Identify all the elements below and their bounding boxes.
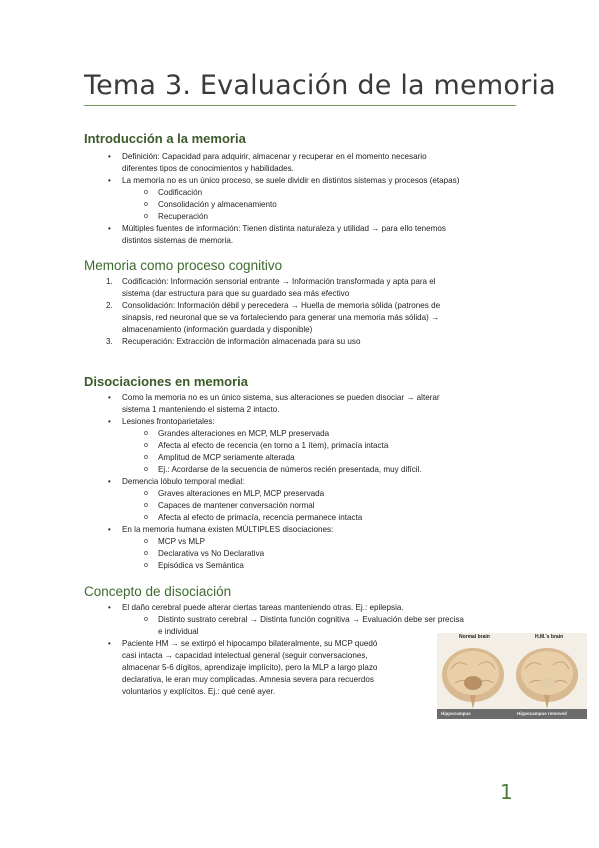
list-item: • La memoria no es un único proceso, se suele dividir en distintos sistemas y procesos (etapas) bbox=[108, 176, 460, 185]
sub-bullet-icon: o bbox=[144, 514, 148, 521]
list-item: o Grandes alteraciones en MCP, MLP preservada bbox=[144, 429, 330, 438]
bullet-icon: • bbox=[108, 477, 111, 486]
list-item: o Episódica vs Semántica bbox=[144, 561, 244, 570]
sub-bullet-icon: o bbox=[144, 550, 148, 557]
sub-bullet-icon: o bbox=[144, 538, 148, 545]
list-item: o Distinto sustrato cerebral → Distinta función cognitiva → Evaluación debe ser precisa e individual bbox=[144, 615, 464, 636]
sub-bullet-icon: o bbox=[144, 189, 148, 196]
bullet-icon: • bbox=[108, 393, 111, 402]
list-item: • Lesiones frontoparietales: bbox=[108, 417, 215, 426]
sub-list bbox=[122, 428, 506, 476]
list-item: • En la memoria humana existen MÚLTIPLES disociaciones: bbox=[108, 525, 334, 534]
list-item: o Consolidación y almacenamiento bbox=[144, 200, 277, 209]
list-item: • El daño cerebral puede alterar ciertas tareas manteniendo otras. Ej.: epilepsia. bbox=[108, 603, 404, 612]
list-item: o Amplitud de MCP seriamente alterada bbox=[144, 453, 295, 462]
bullet-icon: • bbox=[108, 152, 111, 161]
list-item: o Ej.: Acordarse de la secuencia de números recién presentada, muy difícil. bbox=[144, 465, 422, 474]
list-item: o MCP vs MLP bbox=[144, 537, 206, 546]
list-item: 1. Codificación: Información sensorial entrante → Información transformada y apta para el sistema (dar estructura para que su guardado sea más efectivo bbox=[106, 277, 436, 298]
list-item: • Demencia lóbulo temporal medial: bbox=[108, 477, 245, 486]
heading-concepto-disociacion: Concepto de disociación bbox=[84, 584, 232, 599]
bullet-icon: • bbox=[108, 525, 111, 534]
sub-bullet-icon: o bbox=[144, 454, 148, 461]
sub-list bbox=[122, 536, 506, 572]
list-item: o Afecta al efecto de recencia (en torno a 1 ítem), primacía intacta bbox=[144, 441, 389, 450]
bullet-icon: • bbox=[108, 417, 111, 426]
list-item: 2. Consolidación: Información débil y perecedera → Huella de memoria sólida (patrones de sinapsis, red neuronal que se va fortaleciendo para generar una memoria más sólida) → almacenamiento (información guardada y disponible) bbox=[106, 301, 441, 334]
brain-comparison-figure bbox=[437, 633, 587, 719]
normal-brain-label: Normal brain bbox=[459, 634, 490, 640]
sub-list bbox=[122, 187, 502, 223]
list-item: • Paciente HM → se extirpó el hipocampo bilateralmente, su MCP quedó casi intacta → capacidad intelectual general (seguir conversaciones, almacenar 5-6 dígitos, aprendizaje implícito), pero la MLP a largo plazo declarativa, le eran muy complicadas. Amnesia severa para recuerdos voluntarios y explícitos. Ej.: qué cené ayer. bbox=[108, 639, 378, 696]
sub-bullet-icon: o bbox=[144, 502, 148, 509]
page-number: 1 bbox=[500, 780, 513, 804]
sub-bullet-icon: o bbox=[144, 616, 148, 623]
list-item: 3. Recuperación: Extracción de información almacenada para su uso bbox=[106, 337, 361, 346]
bullet-icon: • bbox=[108, 639, 111, 648]
list-item: o Declarativa vs No Declarativa bbox=[144, 549, 265, 558]
proceso-list bbox=[106, 276, 504, 348]
hm-brain-label: H.M.'s brain bbox=[535, 634, 564, 640]
sub-bullet-icon: o bbox=[144, 430, 148, 437]
sub-bullet-icon: o bbox=[144, 562, 148, 569]
list-item: • Múltiples fuentes de información: Tienen distinta naturaleza y utilidad → para ello tenemos distintos sistemas de memoria. bbox=[108, 224, 446, 245]
list-item: • Definición: Capacidad para adquirir, almacenar y recuperar en el momento necesario diferentes tipos de conocimientos y habilidades. bbox=[108, 152, 427, 173]
sub-bullet-icon: o bbox=[144, 213, 148, 220]
list-item: o Codificación bbox=[144, 188, 203, 197]
sub-bullet-icon: o bbox=[144, 490, 148, 497]
title-underline bbox=[84, 105, 516, 106]
hippocampus-removed-caption: Hippocampus removed bbox=[517, 711, 567, 716]
heading-disociaciones: Disociaciones en memoria bbox=[84, 374, 249, 389]
intro-list bbox=[108, 151, 502, 247]
hippocampus-caption: Hippocampus bbox=[441, 711, 471, 716]
brain-illustration bbox=[437, 633, 587, 719]
list-item: o Afecta al efecto de primacía, recencia permanece intacta bbox=[144, 513, 363, 522]
sub-bullet-icon: o bbox=[144, 442, 148, 449]
disoc-list bbox=[108, 392, 506, 572]
sub-bullet-icon: o bbox=[144, 466, 148, 473]
sub-bullet-icon: o bbox=[144, 201, 148, 208]
hm-paragraph bbox=[108, 638, 428, 698]
bullet-icon: • bbox=[108, 176, 111, 185]
list-item: o Recuperación bbox=[144, 212, 208, 221]
heading-introduccion: Introducción a la memoria bbox=[84, 131, 246, 146]
list-item: • Como la memoria no es un único sistema, sus alteraciones se pueden disociar → alterar sistema 1 manteniendo el sistema 2 intacto. bbox=[108, 393, 440, 414]
list-item: o Capaces de mantener conversación normal bbox=[144, 501, 315, 510]
page-title: Tema 3. Evaluación de la memoria bbox=[84, 70, 556, 101]
list-item: o Graves alteraciones en MLP, MCP preservada bbox=[144, 489, 325, 498]
heading-proceso-cognitivo: Memoria como proceso cognitivo bbox=[84, 258, 283, 273]
bullet-icon: • bbox=[108, 224, 111, 233]
sub-list bbox=[122, 488, 506, 524]
bullet-icon: • bbox=[108, 603, 111, 612]
